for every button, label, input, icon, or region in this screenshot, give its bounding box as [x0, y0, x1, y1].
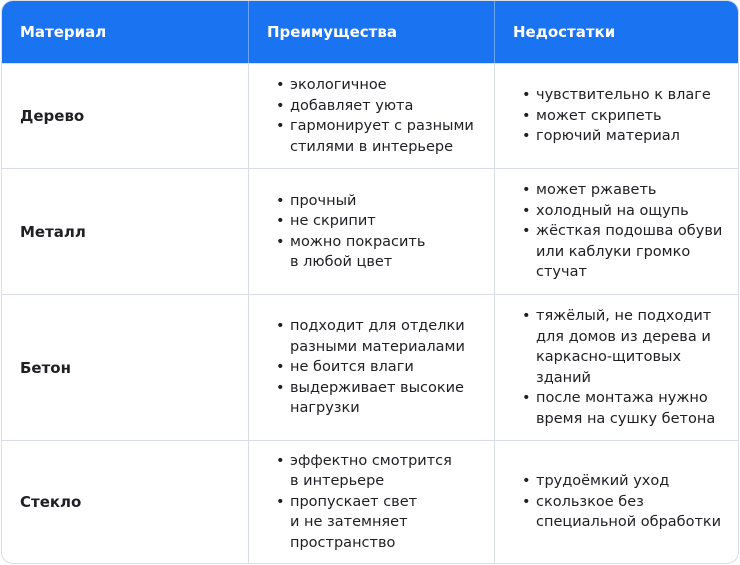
list-item: [522, 306, 715, 388]
list-item: [522, 221, 722, 283]
list-item-text: разными материалами: [290, 338, 465, 355]
list-item: [522, 388, 715, 429]
list-item-text: зданий: [536, 369, 591, 386]
table-row: [2, 440, 738, 563]
list-item-text: • экологичное: [290, 77, 387, 93]
list-item: [276, 451, 452, 492]
list-item-text: • может скрипеть: [536, 107, 662, 124]
list-item: [522, 106, 711, 127]
list-item-text: • не боится влаги: [290, 359, 414, 376]
list-item-text: • выдерживает высокие: [290, 379, 464, 396]
list-item: [276, 116, 474, 157]
list-item-text: в любой цвет: [290, 254, 393, 270]
list-item-text: специальной обработки: [536, 514, 722, 531]
list-item: [522, 492, 721, 533]
list-item: [276, 357, 465, 378]
list-item-text: • трудоёмкий уход: [536, 473, 670, 490]
list-item-text: • холодный на ощупь: [536, 202, 689, 219]
header-cons: Недостатки: [494, 1, 739, 63]
list-item-text: • после монтажа нужно: [536, 390, 708, 406]
list-item-text: • можно покрасить: [290, 233, 426, 250]
list-item-text: в интерьере: [290, 473, 385, 490]
cons-cell: [494, 441, 739, 563]
pros-list: [276, 75, 474, 157]
material-name: Стекло: [20, 493, 82, 511]
list-item: [522, 85, 711, 106]
pros-list: [276, 451, 452, 554]
list-item-text: каркасно-щитовых: [536, 349, 682, 365]
list-item-text: • жёсткая подошва обуви: [536, 223, 723, 240]
list-item: [276, 232, 425, 273]
list-item-text: • может ржаветь: [536, 182, 657, 199]
header-pros: Преимущества: [248, 1, 494, 63]
pros-cell: [248, 169, 494, 294]
cons-cell: [494, 295, 739, 440]
list-item-text: нагрузки: [290, 400, 360, 417]
list-item-text: • тяжёлый, не подходит: [536, 308, 712, 324]
list-item: [276, 211, 425, 232]
list-item-text: для домов из дерева и: [536, 328, 711, 345]
list-item: [276, 316, 465, 357]
cons-list: [522, 471, 721, 533]
table-row: [2, 63, 738, 168]
list-item-text: и не затемняет: [290, 514, 408, 531]
list-item-text: • эффектно смотрится: [290, 452, 452, 469]
list-item-text: или каблуки громко: [536, 243, 691, 260]
list-item: [276, 492, 452, 554]
pros-cell: [248, 295, 494, 440]
table-row: [2, 294, 738, 440]
list-item: [276, 378, 465, 419]
list-item: [522, 126, 711, 147]
table-header: [2, 1, 738, 63]
list-item-text: • пропускает свет: [290, 493, 418, 510]
list-item: [276, 75, 474, 96]
list-item-text: стучат: [536, 264, 587, 281]
list-item: [276, 191, 425, 212]
material-name: Бетон: [20, 358, 71, 377]
list-item-text: • чувствительно к влаге: [536, 87, 711, 104]
cons-list: [522, 85, 711, 147]
cons-list: [522, 306, 715, 429]
list-item: [522, 471, 721, 492]
list-item-text: • не скрипит: [290, 213, 376, 229]
list-item-text: • добавляет уюта: [290, 97, 414, 114]
list-item: [522, 180, 722, 201]
cons-list: [522, 180, 722, 283]
pros-list: [276, 316, 465, 419]
list-item-text: время на сушку бетона: [536, 410, 716, 427]
pros-list: [276, 191, 425, 273]
list-item-text: • скользкое без: [536, 493, 644, 510]
material-name: Металл: [20, 222, 86, 241]
pros-cell: [248, 441, 494, 563]
table-row: [2, 168, 738, 294]
list-item: [276, 96, 474, 117]
list-item-text: • гармонирует с разными: [290, 118, 474, 134]
list-item-text: • прочный: [290, 192, 357, 209]
list-item-text: пространство: [290, 534, 396, 551]
list-item-text: • подходит для отделки: [290, 318, 465, 335]
pros-cell: [248, 64, 494, 168]
cons-cell: [494, 64, 739, 168]
materials-comparison-table: [1, 0, 739, 564]
header-material: Материал: [20, 23, 107, 41]
list-item: [522, 201, 722, 222]
cons-cell: [494, 169, 739, 294]
list-item-text: стилями в интерьере: [290, 138, 454, 155]
list-item-text: • горючий материал: [536, 128, 680, 145]
material-name: Дерево: [20, 107, 85, 125]
